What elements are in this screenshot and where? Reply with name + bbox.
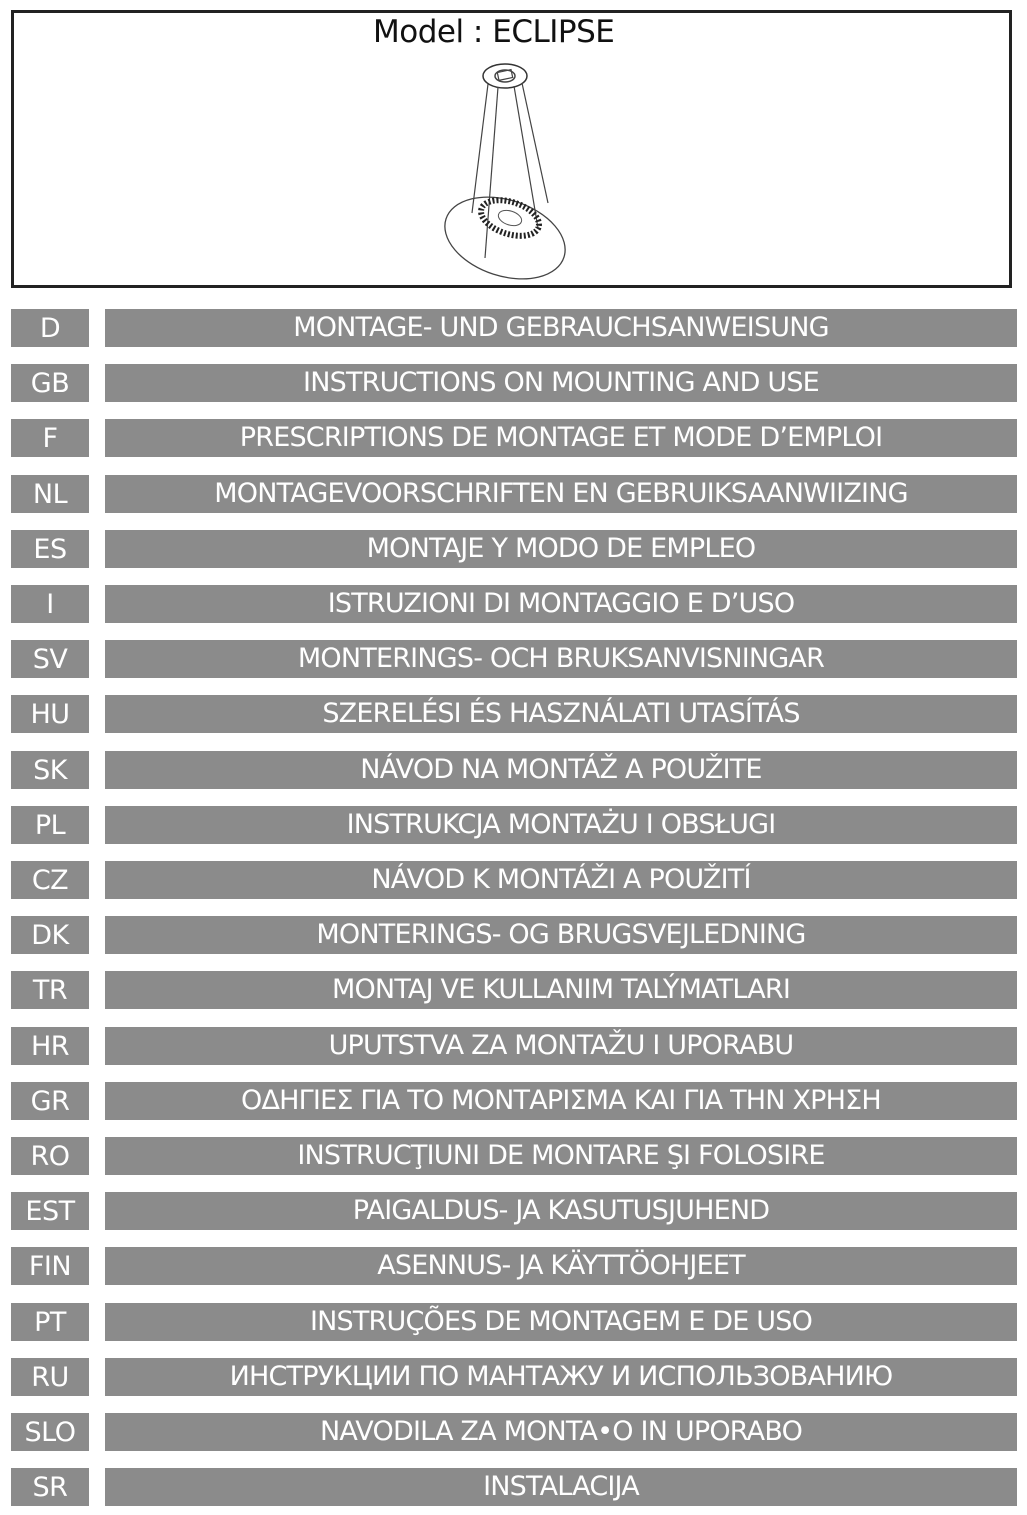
language-row (0, 861, 1027, 901)
language-code: PL (11, 806, 89, 844)
language-code: SV (11, 640, 89, 678)
instruction-title: INSTRUKCJA MONTAŻU I OBSŁUGI (105, 806, 1017, 844)
language-row (0, 1247, 1027, 1287)
language-row (0, 585, 1027, 625)
instruction-title: INSTALACIJA (105, 1468, 1017, 1506)
language-row (0, 419, 1027, 459)
language-code: RO (11, 1137, 89, 1175)
language-row (0, 364, 1027, 404)
instruction-title: ИНСТРУКЦИИ ПО МАНТАЖУ И ИСПОЛЬЗОВАНИЮ (105, 1358, 1017, 1396)
instruction-title: ΟΔΗΓΙΕΣ ΓΙΑ ΤΟ ΜΟΝΤΑΡΙΣΜΑ ΚΑΙ ΓΙΑ ΤΗΝ ΧΡΗΣΗ (105, 1082, 1017, 1120)
language-row (0, 1303, 1027, 1343)
instruction-title: MONTERINGS- OG BRUGSVEJLEDNING (105, 916, 1017, 954)
instruction-title: MONTAGEVOORSCHRIFTEN EN GEBRUIKSAANWIIZING (105, 475, 1017, 513)
language-code: SR (11, 1468, 89, 1506)
instruction-title: INSTRUCŢIUNI DE MONTARE ŞI FOLOSIRE (105, 1137, 1017, 1175)
instruction-title: PRESCRIPTIONS DE MONTAGE ET MODE D’EMPLOI (105, 419, 1017, 457)
language-row (0, 695, 1027, 735)
language-code: PT (11, 1303, 89, 1341)
language-code: GR (11, 1082, 89, 1120)
language-code: FIN (11, 1247, 89, 1285)
language-code: TR (11, 971, 89, 1009)
language-row (0, 1192, 1027, 1232)
instruction-title: PAIGALDUS- JA KASUTUSJUHEND (105, 1192, 1017, 1230)
instruction-title: NAVODILA ZA MONTA•O IN UPORABO (105, 1413, 1017, 1451)
instruction-title: INSTRUÇÕES DE MONTAGEM E DE USO (105, 1303, 1017, 1341)
instruction-title: INSTRUCTIONS ON MOUNTING AND USE (105, 364, 1017, 402)
language-row (0, 309, 1027, 349)
language-row (0, 1027, 1027, 1067)
language-row (0, 475, 1027, 515)
instruction-title: ASENNUS- JA KÄYTTÖOHJEET (105, 1247, 1017, 1285)
language-code: RU (11, 1358, 89, 1396)
instruction-title: MONTERINGS- OCH BRUKSANVISNINGAR (105, 640, 1017, 678)
instruction-title: MONTAJE Y MODO DE EMPLEO (105, 530, 1017, 568)
language-code: NL (11, 475, 89, 513)
language-code: HR (11, 1027, 89, 1065)
language-code: DK (11, 916, 89, 954)
model-title: Model : ECLIPSE (373, 14, 615, 50)
language-code: D (11, 309, 89, 347)
language-row (0, 1358, 1027, 1398)
language-code: EST (11, 1192, 89, 1230)
language-code: ES (11, 530, 89, 568)
instruction-title: MONTAJ VE KULLANIM TALÝMATLARI (105, 971, 1017, 1009)
language-code: SLO (11, 1413, 89, 1451)
language-row (0, 1413, 1027, 1453)
language-row (0, 751, 1027, 791)
language-code: F (11, 419, 89, 457)
language-row (0, 971, 1027, 1011)
language-row (0, 1082, 1027, 1122)
instruction-title: MONTAGE- UND GEBRAUCHSANWEISUNG (105, 309, 1017, 347)
language-row (0, 1468, 1027, 1508)
language-row (0, 1137, 1027, 1177)
language-code: CZ (11, 861, 89, 899)
instruction-title: SZERELÉSI ÉS HASZNÁLATI UTASÍTÁS (105, 695, 1017, 733)
language-code: HU (11, 695, 89, 733)
instruction-title: NÁVOD NA MONTÁŽ A POUŽITE (105, 751, 1017, 789)
language-code: GB (11, 364, 89, 402)
language-row (0, 530, 1027, 570)
language-row (0, 806, 1027, 846)
instruction-title: ISTRUZIONI DI MONTAGGIO E D’USO (105, 585, 1017, 623)
language-code: I (11, 585, 89, 623)
language-code: SK (11, 751, 89, 789)
instruction-title: NÁVOD K MONTÁŽI A POUŽITÍ (105, 861, 1017, 899)
language-row (0, 916, 1027, 956)
language-row (0, 640, 1027, 680)
instruction-title: UPUTSTVA ZA MONTAŽU I UPORABU (105, 1027, 1017, 1065)
